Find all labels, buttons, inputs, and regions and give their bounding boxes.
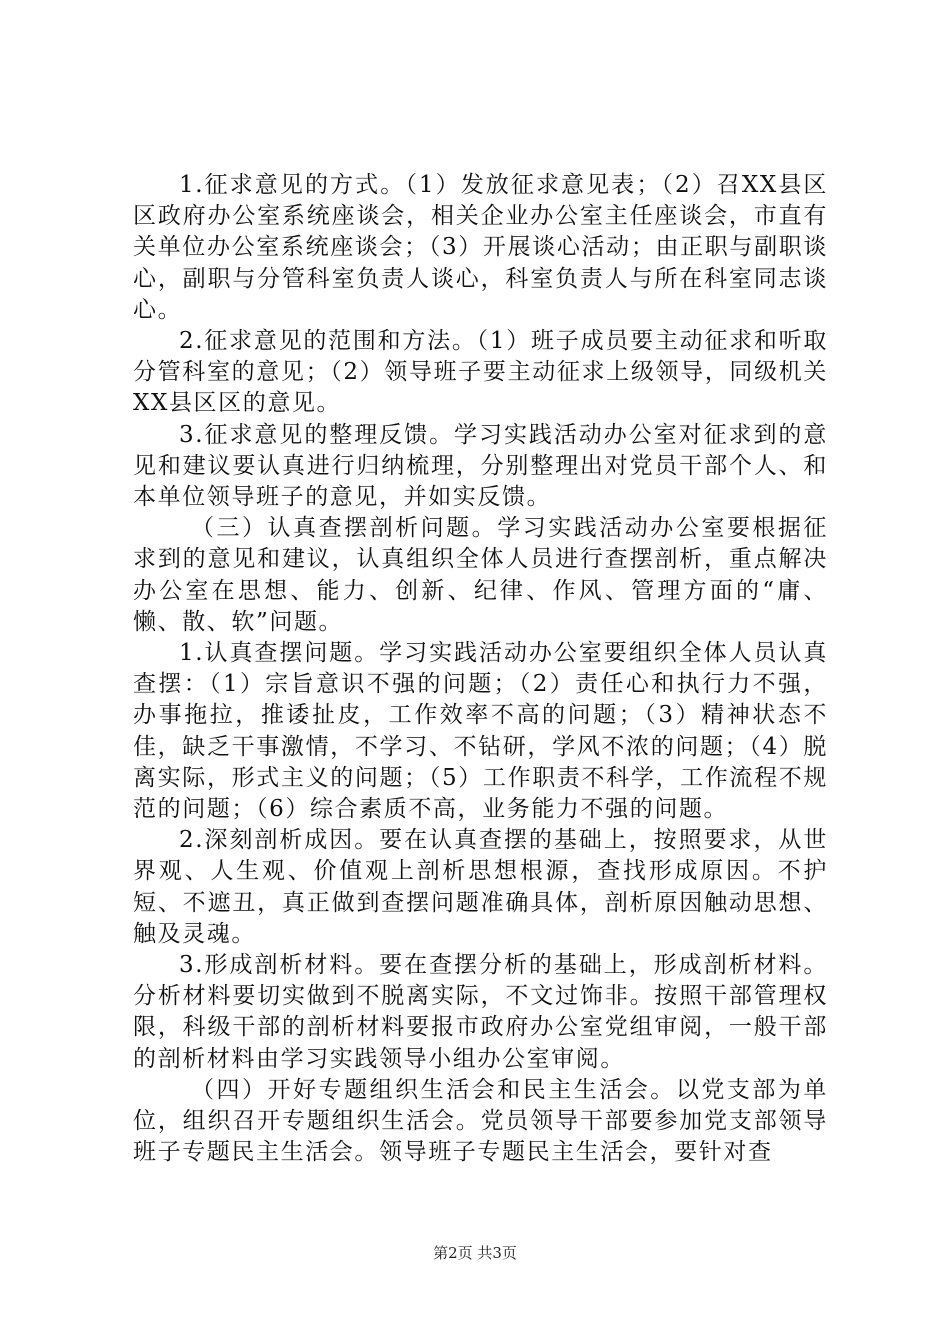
- document-body: [133, 170, 828, 1169]
- paragraph-6: 2.深刻剖析成因。要在认真查摆的基础上，按照要求，从世界观、人生观、价值观上剖析思想根源，查找形成原因。不护短、不遮丑，真正做到查摆问题准确具体，剖析原因触动思想、触及灵魂。: [133, 827, 828, 947]
- page-footer: 第2页 共3页: [433, 1244, 517, 1262]
- paragraph-7: 3.形成剖析材料。要在查摆分析的基础上，形成剖析材料。分析材料要切实做到不脱离实际，不文过饰非。按照干部管理权限，科级干部的剖析材料要报市政府办公室党组审阅，一般干部的剖析材料由学习实践领导小组办公室审阅。: [133, 952, 828, 1072]
- paragraph-4: （三）认真查摆剖析问题。学习实践活动办公室要根据征求到的意见和建议，认真组织全体人员进行查摆剖析，重点解决办公室在思想、能力、创新、纪律、作风、管理方面的“庸、懒、散、软”问题。: [133, 515, 828, 635]
- paragraph-8: （四）开好专题组织生活会和民主生活会。以党支部为单位，组织召开专题组织生活会。党员领导干部要参加党支部领导班子专题民主生活会。领导班子专题民主生活会，要针对查: [133, 1076, 828, 1166]
- paragraph-3: 3.征求意见的整理反馈。学习实践活动办公室对征求到的意见和建议要认真进行归纳梳理，分别整理出对党员干部个人、和本单位领导班子的意见，并如实反馈。: [133, 421, 828, 511]
- paragraph-5: 1.认真查摆问题。学习实践活动办公室要组织全体人员认真查摆：（1）宗旨意识不强的问题；（2）责任心和执行力不强，办事拖拉，推诿扯皮，工作效率不高的问题；（3）精神状态不佳，缺乏干事激情，不学习、不钻研，学风不浓的问题；（4）脱离实际，形式主义的问题；（5）工作职责不科学，工作流程不规范的问题；（6）综合素质不高，业务能力不强的问题。: [133, 640, 828, 823]
- paragraph-1: 1.征求意见的方式。（1）发放征求意见表；（2）召XX县区区政府办公室系统座谈会，相关企业办公室主任座谈会，市直有关单位办公室系统座谈会；（3）开展谈心活动；由正职与副职谈心，副职与分管科室负责人谈心，科室负责人与所在科室同志谈心。: [133, 172, 828, 323]
- paragraph-2: 2.征求意见的范围和方法。（1）班子成员要主动征求和听取分管科室的意见；（2）领导班子要主动征求上级领导，同级机关XX县区区的意见。: [133, 328, 828, 417]
